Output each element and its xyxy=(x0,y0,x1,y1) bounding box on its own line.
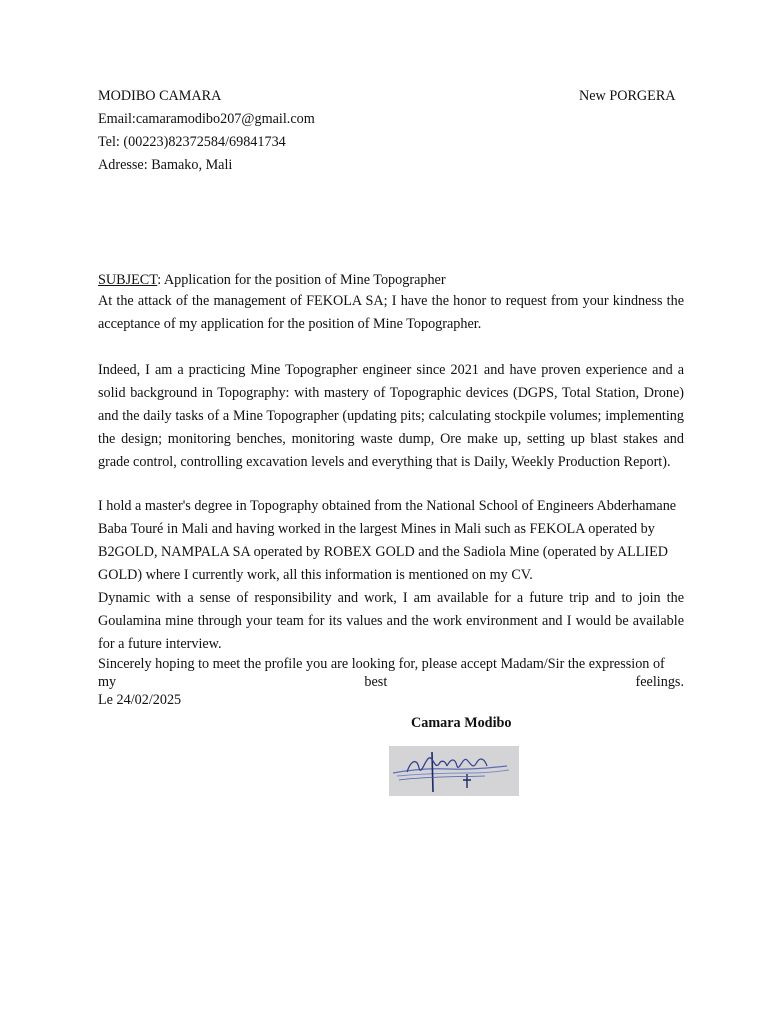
signature-image xyxy=(389,746,519,796)
closing-line-1: Sincerely hoping to meet the profile you are looking for, please accept Madam/Sir the expression of xyxy=(98,656,665,672)
closing-line-2: my best feelings. xyxy=(98,674,684,690)
subject-label: SUBJECT xyxy=(98,272,158,288)
sender-phone: Tel: (00223)82372584/69841734 xyxy=(98,134,286,150)
sender-address: Adresse: Bamako, Mali xyxy=(98,157,233,173)
subject-text: : Application for the position of Mine Topographer xyxy=(157,272,446,288)
education-line: GOLD) where I currently work, all this information is mentioned on my CV. xyxy=(98,566,533,583)
recipient-location: New PORGERA xyxy=(579,88,676,104)
paragraph-availability: Dynamic with a sense of responsibility and work, I am available for a future trip and to join the Goulamina mine through your team for its values and the work environment and I would be available for a future interview. xyxy=(98,590,684,652)
education-line: B2GOLD, NAMPALA SA operated by ROBEX GOLD and the Sadiola Mine (operated by ALLIED xyxy=(98,543,669,560)
subject-line xyxy=(98,271,446,289)
signature-scribble xyxy=(389,746,519,796)
paragraph-intro: At the attack of the management of FEKOLA SA; I have the honor to request from your kindness the acceptance of my application for the position of Mine Topographer. xyxy=(98,293,684,332)
education-line: I hold a master's degree in Topography obtained from the National School of Engineers Abderhamane xyxy=(98,498,677,514)
sender-email: Email:camaramodibo207@gmail.com xyxy=(98,111,315,127)
signatory-name: Camara Modibo xyxy=(411,715,512,731)
paragraph-experience: Indeed, I am a practicing Mine Topographer engineer since 2021 and have proven experience and a solid background in Topography: with mastery of Topographic devices (DGPS, Total Station, Drone) and the daily tasks of a Mine Topographer (updating pits; calculating stockpile volumes; implementing the design; monitoring benches, monitoring waste dump, Ore make up, setting up blast stakes and grade control, controlling excavation levels and everything that is Daily, Weekly Production Report). xyxy=(98,362,684,470)
paragraph-education xyxy=(98,495,684,587)
education-line: Baba Touré in Mali and having worked in the largest Mines in Mali such as FEKOLA operated by xyxy=(98,520,655,537)
sender-name: MODIBO CAMARA xyxy=(98,88,222,104)
letter-date: Le 24/02/2025 xyxy=(98,692,182,708)
